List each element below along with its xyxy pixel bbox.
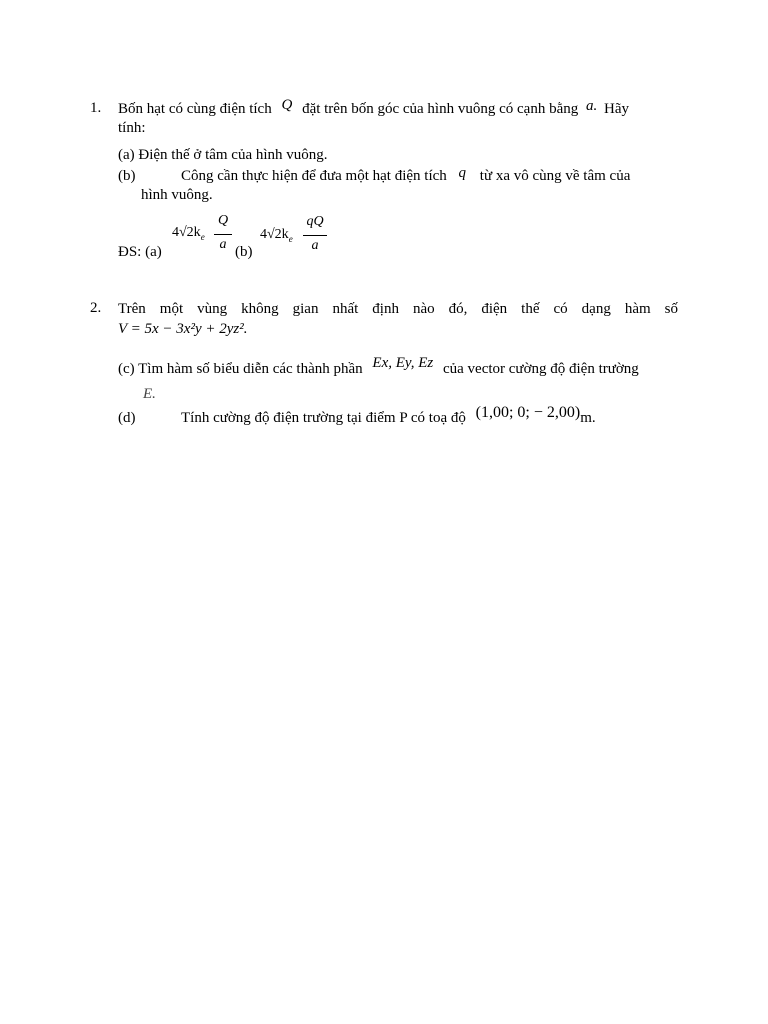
answer-b-denominator: a	[311, 238, 319, 253]
answer-b-sub: e	[288, 233, 293, 244]
answer-b-coef-text: 4√2k	[260, 227, 289, 242]
q-charge-symbol: Q	[281, 97, 293, 113]
field-vector-e: E.	[143, 386, 156, 402]
part-b-text-2: từ xa vô cùng về tâm của	[479, 168, 631, 184]
q-test-charge-symbol: q	[458, 165, 467, 181]
answer-a-coefficient	[172, 224, 205, 246]
coordinate-unit: m.	[580, 410, 596, 426]
part-c-text-2: của vector cường độ điện trường	[442, 361, 639, 377]
problem-1-text-after-q: đặt trên bốn góc của hình vuông có cạnh bằng	[302, 101, 579, 117]
point-p-coordinates: (1,00; 0; − 2,00)	[475, 404, 581, 421]
potential-formula: V = 5x − 3x²y + 2yz².	[118, 321, 248, 337]
problem-1-number: 1.	[90, 100, 102, 116]
side-a-symbol: a.	[585, 98, 598, 114]
answer-a-coef-text: 4√2k	[172, 225, 201, 240]
problem-2-number: 2.	[90, 300, 102, 316]
answer-a-numerator: Q	[217, 213, 229, 228]
part-b-text: Công cần thực hiện để đưa một hạt điện tích	[181, 168, 447, 184]
part-b-label: (b)	[118, 168, 136, 184]
answer-a-denominator: a	[219, 237, 227, 252]
problem-1-text-before-q: Bốn hạt có cùng điện tích	[118, 101, 272, 117]
part-a: (a) Điện thế ở tâm của hình vuông.	[118, 147, 328, 163]
field-components: Ex, Ey, Ez	[372, 355, 434, 371]
part-c-text: (c) Tìm hàm số biểu diễn các thành phần	[118, 361, 363, 377]
part-b-line-1	[181, 167, 630, 185]
problem-2-line-1: Trên một vùng không gian nhất định nào đó, điện thế có dạng hàm số	[118, 301, 678, 317]
answer-b-numerator: qQ	[306, 214, 324, 229]
part-d-line	[181, 404, 596, 427]
answer-b-label: (b)	[235, 244, 253, 260]
problem-1-line-1	[118, 97, 678, 118]
part-d-text: Tính cường độ điện trường tại điểm P có toạ độ	[181, 410, 466, 426]
problem-1-line-2: tính:	[118, 120, 146, 136]
answer-a-fraction-bar	[214, 234, 232, 235]
part-b-line-2: hình vuông.	[141, 187, 213, 203]
problem-1-text-end: Hãy	[603, 101, 629, 117]
part-d-label: (d)	[118, 410, 136, 426]
part-c-line-1	[118, 355, 678, 378]
answer-b-coefficient	[260, 226, 293, 248]
answer-b-fraction-bar	[303, 235, 327, 236]
answer-a-sub: e	[200, 231, 205, 242]
answer-label: ĐS: (a)	[118, 244, 162, 260]
